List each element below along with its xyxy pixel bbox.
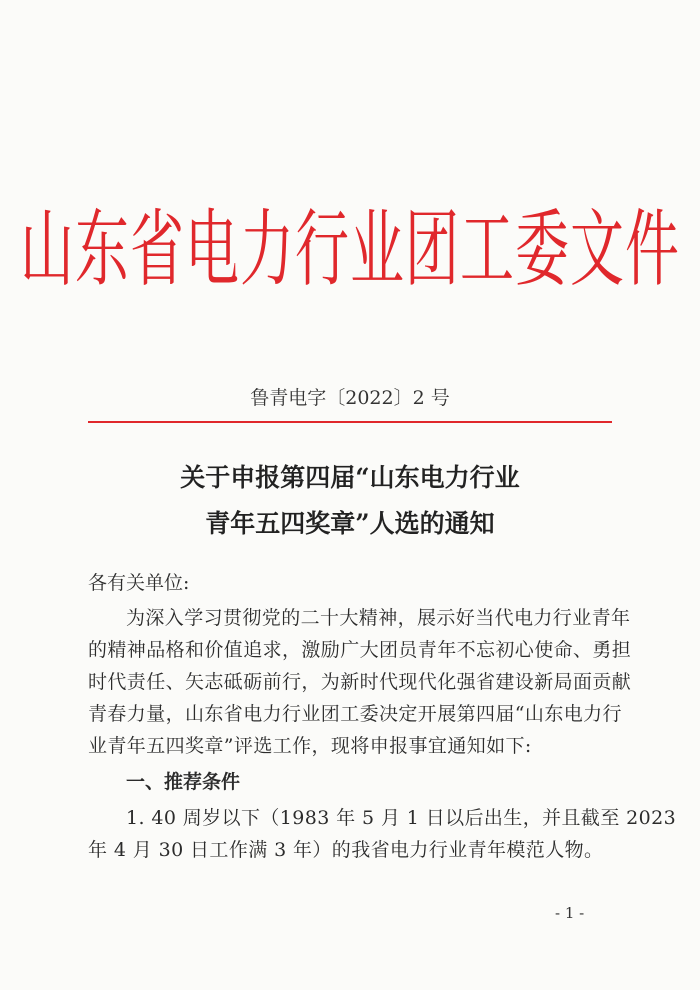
page-number: - 1 - [555, 904, 585, 922]
paragraph-intro [88, 602, 632, 762]
notice-title [0, 455, 700, 547]
document-number: 鲁青电字〔2022〕2 号 [250, 387, 450, 409]
section-heading-recommendation-criteria: 一、推荐条件 [126, 771, 241, 793]
paragraph-line: 业青年五四奖章”评选工作，现将申报事宜通知如下: [88, 735, 532, 757]
paragraph-line: 青春力量，山东省电力行业团工委决定开展第四届“山东电力行 [88, 703, 622, 725]
paragraph-line: 的精神品格和价值追求，激励广大团员青年不忘初心使命、勇担 [88, 639, 632, 661]
paragraph-line: 年 4 月 30 日工作满 3 年）的我省电力行业青年模范人物。 [88, 839, 604, 861]
paragraph-line: 1. 40 周岁以下（1983 年 5 月 1 日以后出生，并且截至 2023 [126, 807, 677, 829]
red-divider-line [88, 421, 612, 423]
salutation: 各有关单位: [88, 572, 190, 594]
title-line-2: 青年五四奖章”人选的通知 [205, 509, 495, 538]
paragraph-line: 为深入学习贯彻党的二十大精神，展示好当代电力行业青年 [126, 607, 631, 629]
masthead-title: 山东省电力行业团工委文件 [20, 200, 680, 299]
paragraph-line: 时代责任、矢志砥砺前行，为新时代现代化强省建设新局面贡献 [88, 671, 632, 693]
title-line-1: 关于申报第四届“山东电力行业 [180, 463, 520, 492]
paragraph-criteria-1 [88, 802, 677, 866]
document-masthead [0, 200, 700, 300]
